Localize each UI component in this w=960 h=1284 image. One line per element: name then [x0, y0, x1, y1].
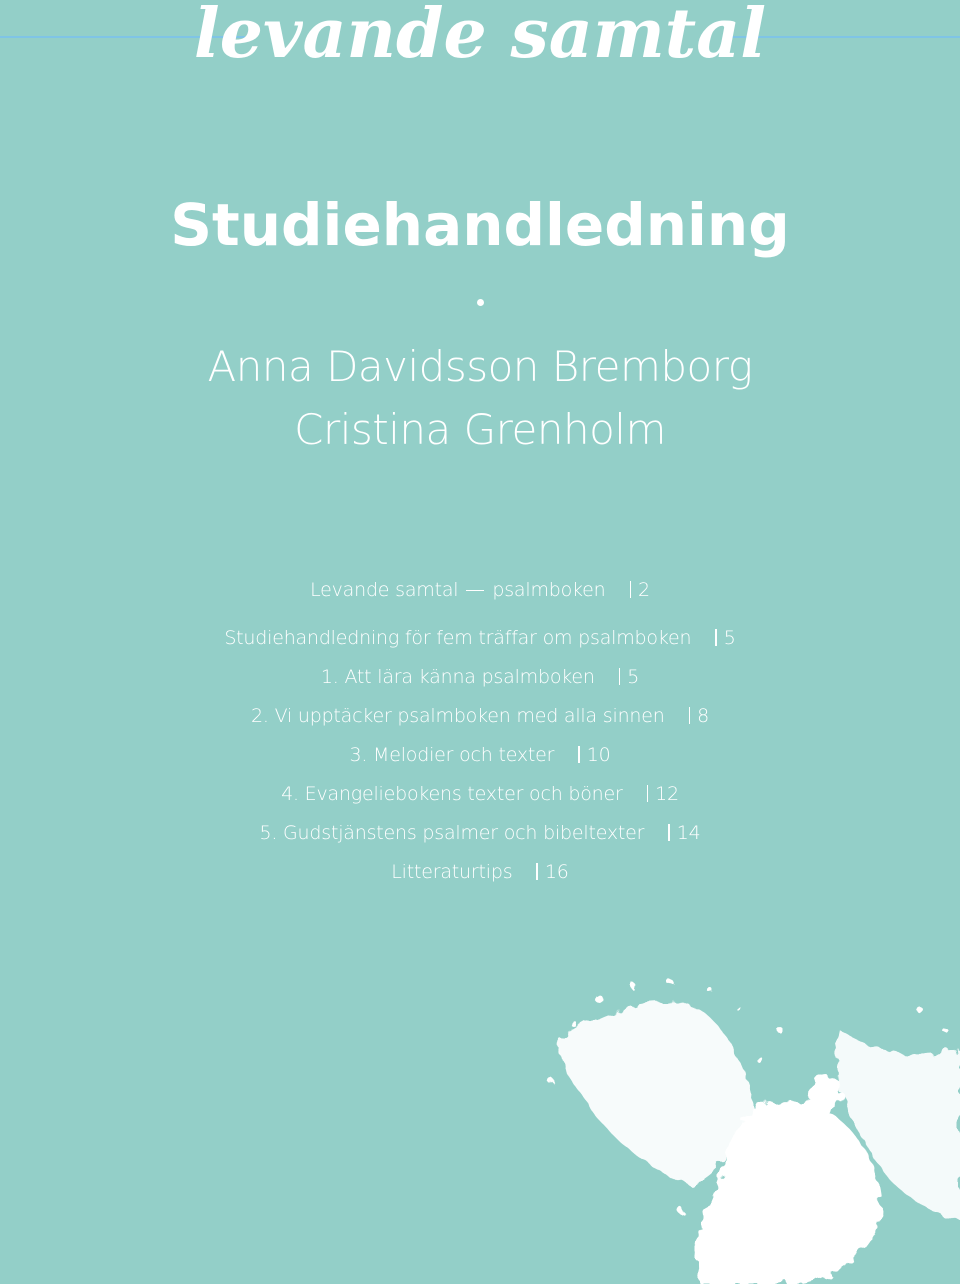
toc-item-title: Levande samtal	[310, 579, 459, 601]
toc-item-subtitle: psalmboken	[492, 579, 606, 601]
toc-item-page: 12	[655, 783, 679, 805]
toc-item-page: 5	[627, 666, 640, 688]
toc-item	[0, 665, 960, 689]
series-title: levande samtal	[193, 0, 767, 74]
toc-separator	[536, 863, 538, 880]
title-dot	[477, 299, 484, 306]
toc-item-title: 4. Evangeliebokens texter och böner	[281, 783, 623, 805]
toc-separator	[630, 581, 632, 598]
toc-item-page: 2	[638, 579, 650, 601]
toc-separator	[668, 824, 670, 841]
toc-item	[0, 578, 960, 602]
toc-separator	[715, 629, 717, 646]
toc-item-page: 14	[676, 822, 701, 844]
toc-separator	[689, 707, 691, 724]
toc-item-title: Studiehandledning för fem träffar om psalmboken	[224, 627, 692, 649]
toc-item-page: 8	[697, 705, 709, 727]
toc-item-page: 5	[723, 627, 736, 649]
toc-item-title: 1. Att lära känna psalmboken	[320, 666, 595, 688]
toc-separator	[578, 746, 580, 763]
toc-item	[0, 860, 960, 884]
author-1: Anna Davidsson Bremborg	[207, 342, 753, 391]
toc-item	[0, 626, 960, 650]
bird-illustration-icon	[540, 970, 960, 1284]
toc-separator	[619, 668, 621, 685]
toc-dash	[466, 590, 484, 591]
toc-item	[0, 821, 960, 845]
toc-item-title: Litteraturtips	[391, 861, 513, 883]
toc-item-title: 2. Vi upptäcker psalmboken med alla sinnen	[251, 705, 665, 727]
toc-item	[0, 704, 960, 728]
toc-item-title: 5. Gudstjänstens psalmer och bibeltexter	[259, 822, 645, 844]
toc-separator	[647, 785, 649, 802]
main-title: Studiehandledning	[170, 191, 790, 259]
toc-item-page: 10	[586, 744, 611, 766]
toc-item-title: 3. Melodier och texter	[349, 744, 555, 766]
toc-item	[0, 782, 960, 806]
author-2: Cristina Grenholm	[294, 405, 666, 454]
toc-item-page: 16	[544, 861, 569, 883]
table-of-contents	[0, 578, 960, 899]
toc-item	[0, 743, 960, 767]
